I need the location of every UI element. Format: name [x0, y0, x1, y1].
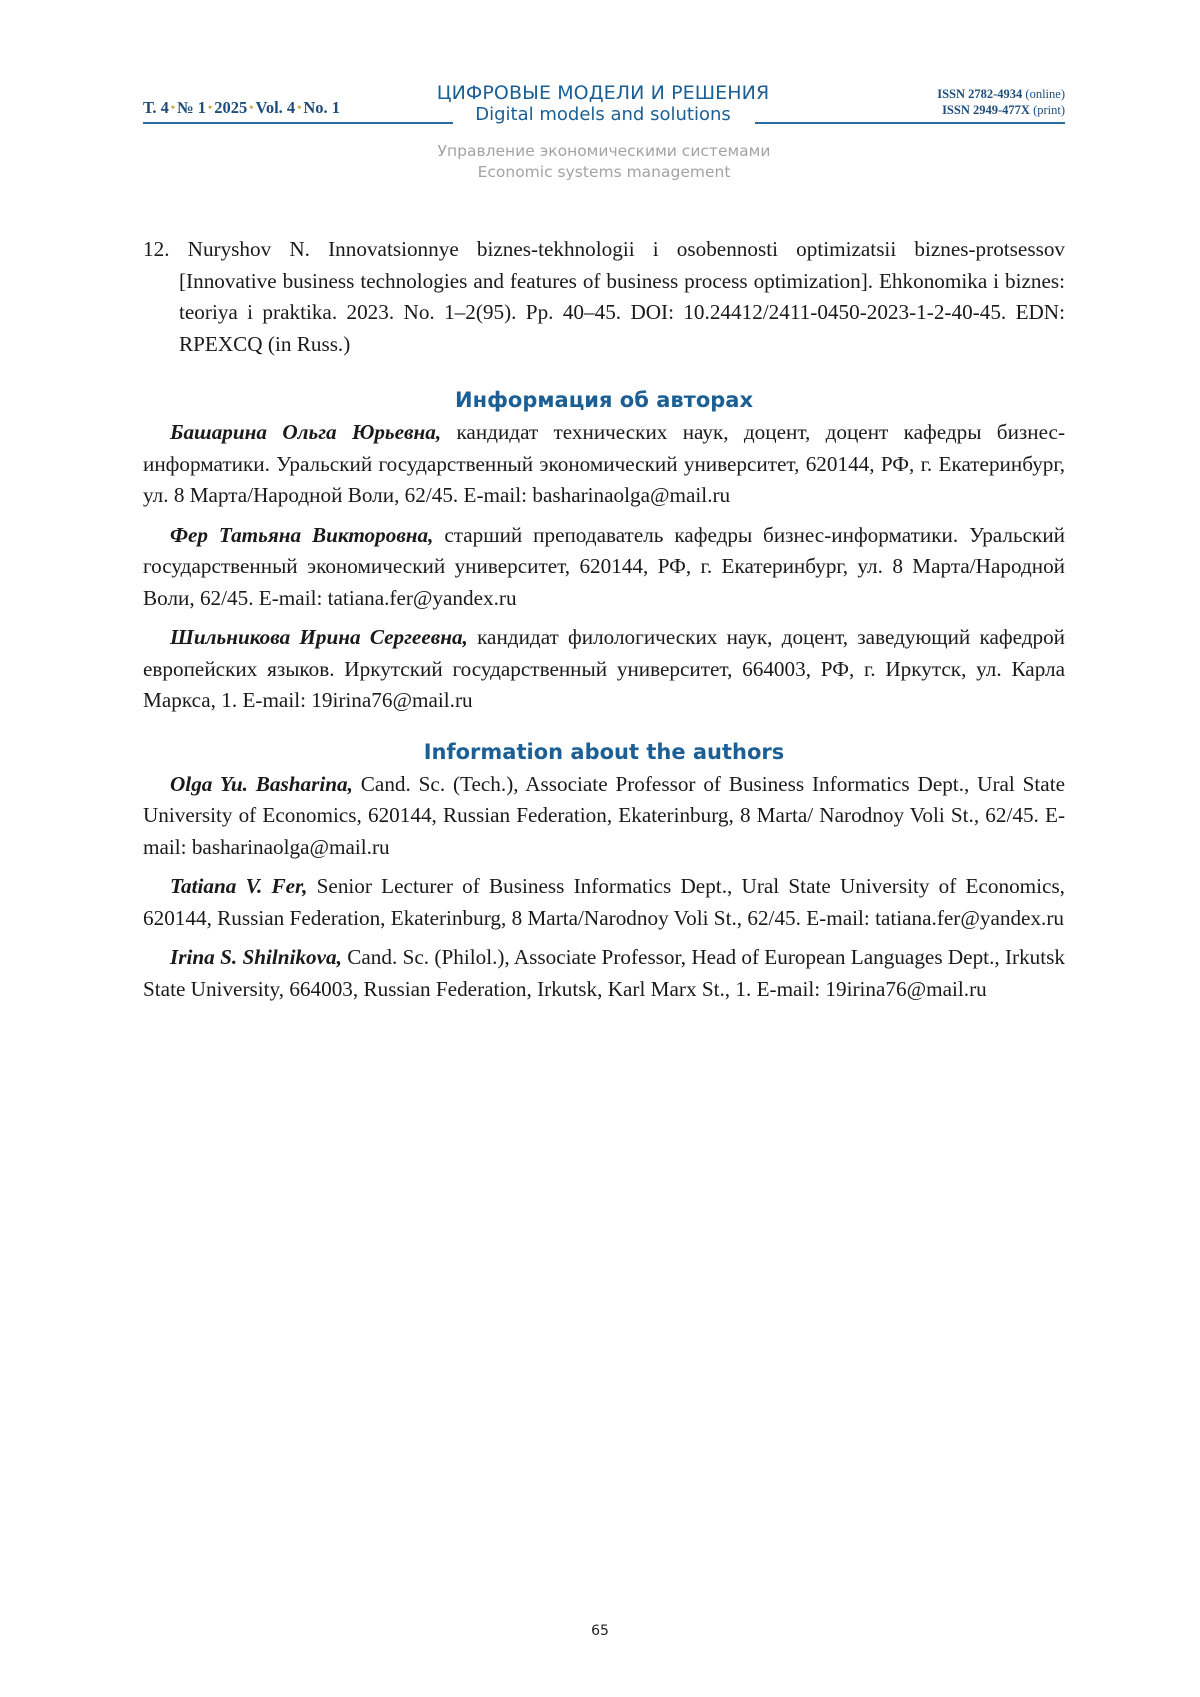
- separator-dot: •: [170, 100, 176, 114]
- authors-heading-ru: Информация об авторах: [455, 388, 753, 412]
- author-name: Tatiana V. Fer,: [170, 874, 308, 898]
- author-entry-ru: [143, 520, 1065, 615]
- issn-online: [937, 86, 1065, 102]
- issn-block: [937, 86, 1065, 118]
- year: 2025: [214, 98, 248, 117]
- author-details: старший преподаватель кафедры бизнес-информатики. Уральский государственный экономический университет, 620144, РФ, г. Екатеринбург, ул. 8 Марта/Народной Воли, 62/45. E-mail: tatiana.fer@yandex.ru: [143, 522, 1066, 610]
- journal-header: [143, 80, 1065, 128]
- section-header: [143, 141, 1065, 183]
- author-name: Башарина Ольга Юрьевна,: [170, 420, 442, 444]
- section-title-en: Economic systems management: [477, 163, 731, 181]
- journal-title-ru: ЦИФРОВЫЕ МОДЕЛИ И РЕШЕНИЯ: [436, 82, 770, 104]
- author-entry-en: [143, 942, 1065, 1005]
- reference-item: [143, 234, 1065, 360]
- reference-text: Nuryshov N. Innovatsionnye biznes-tekhnologii i osobennosti optimizatsii biznes-protsessov [Innovative business technologies and features of business process optimization]. Ehkonomika i biznes: teoriya i praktika. 2023. No. 1–2(95). Pp. 40–45. DOI: 10.24412/2411-0450-2023-1-2-40-45. EDN: RPEXCQ (in Russ.): [179, 237, 1066, 356]
- author-name: Olga Yu. Basharina,: [170, 771, 353, 796]
- page-content: [143, 234, 1065, 1013]
- header-rule-right: [755, 122, 1065, 124]
- author-name: Irina S. Shilnikova,: [170, 945, 342, 969]
- volume-en: Vol. 4: [255, 98, 296, 117]
- journal-title-block: [418, 82, 788, 126]
- section-title-ru: Управление экономическими системами: [437, 142, 771, 160]
- reference-number: 12.: [143, 237, 170, 261]
- author-details: Cand. Sc. (Tech.), Associate Professor of Business Informatics Dept., Ural State University of Economics, 620144, Russian Federation, Ekaterinburg, 8 Marta/ Narodnoy Voli St., 62/45. E-mail: basharinaolga@mail.ru: [143, 771, 1065, 859]
- volume-ru: Т. 4: [143, 98, 169, 117]
- author-details: кандидат технических наук, доцент, доцент кафедры бизнес-информатики. Уральский государственный экономический университет, 620144, РФ, г. Екатеринбург, ул. 8 Марта/Народной Воли, 62/45. E-mail: basharinaolga@mail.ru: [143, 420, 1066, 507]
- authors-heading-en: Information about the authors: [423, 739, 785, 764]
- separator-dot: •: [297, 100, 302, 114]
- page-number: 65: [591, 1623, 609, 1639]
- issue-ru: № 1: [177, 98, 207, 117]
- author-entry-en: [143, 871, 1065, 934]
- separator-dot: •: [208, 100, 213, 114]
- separator-dot: •: [249, 100, 254, 114]
- issn-online-number: ISSN 2782-4934: [937, 87, 1023, 101]
- author-entry-en: [143, 769, 1065, 864]
- issn-print-number: ISSN 2949-477X: [942, 103, 1030, 117]
- author-details: кандидат филологических наук, доцент, заведующий кафедрой европейских языков. Иркутский государственный университет, 664003, РФ, г. Иркутск, ул. Карла Маркса, 1. E-mail: 19irina76@mail.ru: [143, 625, 1066, 712]
- author-details: Senior Lecturer of Business Informatics Dept., Ural State University of Economics, 620144, Russian Federation, Ekaterinburg, 8 Marta/Narodnoy Voli St., 62/45. E-mail: tatiana.fer@yandex.ru: [143, 874, 1065, 930]
- header-rule-left: [143, 122, 453, 124]
- author-entry-ru: [143, 622, 1065, 717]
- issn-print-label: (print): [1033, 103, 1065, 117]
- issn-print: [937, 102, 1065, 118]
- journal-title-en: Digital models and solutions: [475, 104, 731, 125]
- author-name: Шильникова Ирина Сергеевна,: [170, 625, 468, 649]
- issn-online-label: (online): [1025, 87, 1065, 101]
- author-details: Cand. Sc. (Philol.), Associate Professor, Head of European Languages Dept., Irkutsk State University, 664003, Russian Federation, Irkutsk, Karl Marx St., 1. E-mail: 19irina76@mail.ru: [143, 945, 1065, 1001]
- issue-en: No. 1: [303, 98, 341, 117]
- author-name: Фер Татьяна Викторовна,: [170, 522, 434, 547]
- author-entry-ru: [143, 417, 1065, 512]
- issue-info: [143, 98, 340, 118]
